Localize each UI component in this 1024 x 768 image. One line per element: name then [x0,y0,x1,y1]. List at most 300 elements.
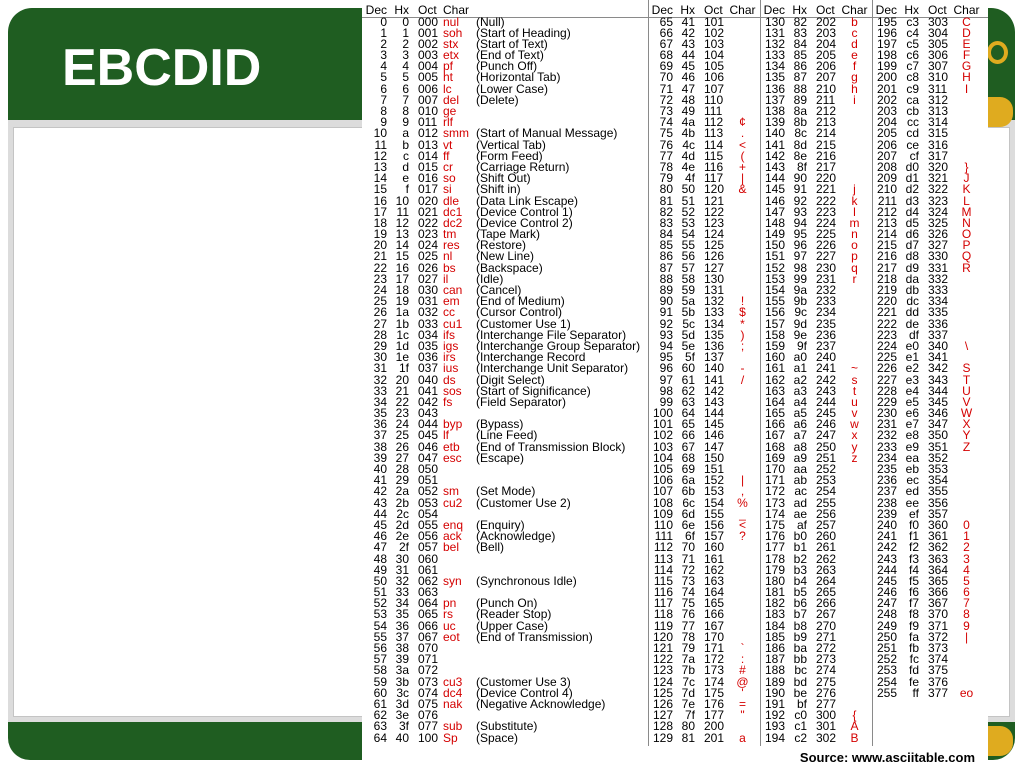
cell-hx: f8 [908,607,919,622]
cell-dec: 46 [373,529,387,544]
cell-dec: 251 [876,641,897,655]
cell-oct: 365 [928,573,949,588]
cell-dec: 111 [654,529,673,544]
cell-oct: 057 [418,540,439,555]
cell-hx: 1f [398,361,409,376]
cell-char: w [850,417,859,432]
cell-dec: 197 [876,36,897,51]
cell-hx: 31 [395,562,409,577]
cell-oct: 206 [816,59,837,74]
cell-char: ge [443,104,457,118]
cell-hx: a6 [793,417,807,432]
cell-oct: 231 [816,271,837,286]
cell-char: H [962,70,971,85]
cell-dec: 177 [764,540,785,555]
cell-hx: e [402,171,409,186]
cell-hx: 9a [793,283,807,297]
cell-char: res [443,238,460,253]
cell-oct: 073 [418,674,439,689]
cell-char: & [738,182,747,197]
cell-hx: 2c [396,506,409,521]
cell-dec: 106 [652,473,673,488]
cell-hx: f1 [908,529,919,544]
cell-hx: 92 [793,193,807,208]
cell-char: E [962,36,971,51]
cell-dec: 68 [659,48,673,63]
cell-dec: 172 [764,484,785,499]
cell-dec: 163 [764,383,785,398]
cell-hx: fb [908,641,919,655]
cell-dec: 128 [652,719,673,734]
cell-dec: 7 [380,92,387,107]
cell-char: , [740,484,745,499]
cell-hx: 7d [681,685,695,700]
cell-hx: c2 [794,730,807,745]
cell-dec: 137 [764,92,785,107]
cell-oct: 170 [704,629,725,644]
cell-description: (Device Control 1) [476,204,573,219]
cell-hx: bd [793,674,807,689]
cell-hx: ee [905,495,919,510]
cell-hx: e1 [905,350,919,365]
cell-char: smm [443,126,469,141]
cell-dec: 121 [652,641,673,655]
cell-dec: 252 [876,652,897,667]
cell-hx: 32 [395,573,409,588]
cell-dec: 53 [373,607,387,622]
cell-char: Sp [443,730,458,745]
cell-hx: f6 [908,585,919,600]
cell-dec: 24 [373,283,387,297]
cell-oct: 106 [704,70,725,85]
cell-dec: 218 [876,271,897,286]
cell-oct: 356 [928,495,949,510]
cell-dec: 60 [373,685,387,700]
cell-hx: 7e [681,696,695,711]
cell-hx: 25 [395,428,409,443]
header-hx: Hx [680,3,695,17]
cell-dec: 191 [764,696,785,711]
cell-description: (Interchange File Separator) [476,327,627,342]
cell-hx: 87 [793,70,807,85]
cell-description: (Synchronous Idle) [476,573,577,588]
cell-oct: 277 [816,696,837,711]
cell-oct: 257 [816,517,837,532]
cell-char: ( [740,148,745,163]
cell-char: m [849,215,860,230]
cell-dec: 90 [659,294,673,309]
cell-oct: 063 [418,585,439,600]
cell-dec: 198 [876,48,897,63]
cell-hx: 74 [681,585,695,600]
cell-hx: 78 [681,629,695,644]
cell-oct: 010 [418,104,439,118]
cell-dec: 234 [876,450,897,465]
cell-hx: 65 [681,417,695,432]
cell-dec: 211 [877,193,897,208]
cell-oct: 141 [704,372,725,387]
cell-hx: a2 [793,372,807,387]
cell-dec: 175 [764,517,785,532]
cell-oct: 040 [418,372,439,387]
cell-oct: 327 [928,238,949,253]
cell-description: (End of Transmission) [476,629,593,644]
table-group [760,0,872,768]
cell-hx: 1a [395,305,409,320]
cell-oct: 053 [418,495,439,510]
cell-dec: 112 [653,540,673,555]
cell-description: (Shift Out) [476,171,531,186]
cell-hx: b [402,137,409,152]
cell-oct: 255 [816,495,837,510]
cell-oct: 176 [704,696,725,711]
cell-oct: 006 [418,81,439,96]
cell-dec: 131 [764,25,785,40]
cell-dec: 0 [380,14,387,29]
cell-oct: 244 [816,394,837,409]
cell-char: F [962,48,971,63]
cell-dec: 109 [652,506,673,521]
cell-dec: 83 [659,215,673,230]
cell-dec: 136 [764,81,785,96]
cell-hx: a [402,126,409,141]
cell-hx: 47 [681,81,695,96]
cell-description: (Digit Select) [476,372,545,387]
cell-hx: fa [908,629,919,644]
cell-char: J [963,171,970,186]
cell-hx: 95 [793,227,807,242]
cell-oct: 211 [816,92,836,107]
cell-oct: 265 [816,585,837,600]
cell-hx: a0 [793,350,807,365]
cell-oct: 246 [816,417,837,432]
cell-oct: 312 [928,92,949,107]
cell-dec: 216 [876,249,897,264]
cell-hx: 28 [395,462,409,476]
header-oct: Oct [928,3,947,17]
cell-oct: 234 [816,305,837,320]
cell-oct: 174 [704,674,725,689]
cell-char: 0 [963,517,970,532]
cell-hx: e0 [905,338,919,353]
cell-oct: 107 [704,81,725,96]
cell-dec: 135 [764,70,785,85]
table-group [872,0,988,768]
cell-char: c [851,25,858,40]
header-oct: Oct [418,3,437,17]
cell-hx: 91 [793,182,807,197]
cell-char: v [851,406,858,421]
cell-oct: 222 [816,193,837,208]
cell-dec: 95 [659,350,673,365]
cell-oct: 142 [704,383,725,398]
cell-hx: ab [793,473,807,488]
cell-dec: 221 [876,305,897,320]
cell-dec: 17 [373,204,387,219]
cell-hx: 51 [681,193,695,208]
cell-hx: 11 [396,204,409,219]
cell-hx: a8 [793,439,807,454]
cell-hx: a3 [793,383,807,398]
cell-description: (Lower Case) [476,81,549,96]
cell-hx: 8a [793,104,807,118]
cell-char: uc [443,618,456,633]
cell-description: (Enquiry) [476,517,525,532]
cell-oct: 237 [816,338,837,353]
cell-oct: 263 [816,562,837,577]
cell-oct: 270 [816,618,837,633]
cell-char: cu3 [443,674,463,689]
cell-dec: 124 [652,674,673,689]
cell-oct: 166 [704,607,725,622]
cell-oct: 165 [704,596,725,611]
cell-oct: 133 [704,305,725,320]
cell-char: l [853,204,856,219]
cell-dec: 96 [659,361,673,376]
cell-dec: 105 [652,462,673,476]
cell-dec: 185 [764,629,785,644]
cell-hx: ff [912,685,919,700]
cell-oct: 155 [704,506,725,521]
cell-char: 2 [963,540,970,555]
cell-oct: 032 [418,305,439,320]
cell-oct: 363 [928,551,949,566]
cell-oct: 136 [704,338,725,353]
cell-oct: 271 [816,629,837,644]
cell-dec: 250 [876,629,897,644]
cell-hx: cb [906,104,919,118]
cell-dec: 152 [764,260,785,275]
ebcdic-table [362,0,988,768]
cell-oct: 347 [928,417,949,432]
cell-dec: 153 [764,271,785,286]
table-row [648,730,760,745]
cell-description: (Null) [476,14,505,29]
cell-oct: 302 [816,730,837,745]
cell-oct: 135 [704,327,725,342]
cell-hx: 49 [681,104,695,118]
cell-dec: 235 [876,462,897,476]
cell-dec: 212 [876,204,897,219]
cell-description: (Punch Off) [476,59,538,74]
cell-hx: 46 [681,70,695,85]
cell-char: ? [739,529,746,544]
cell-oct: 235 [816,316,837,331]
cell-dec: 107 [652,484,673,499]
cell-dec: 98 [659,383,673,398]
cell-oct: 037 [418,361,439,376]
cell-dec: 143 [764,159,785,174]
cell-hx: 86 [793,59,807,74]
cell-char: dc1 [443,204,463,219]
cell-char: = [738,696,746,711]
cell-oct: 046 [418,439,439,454]
cell-hx: 40 [395,730,409,745]
cell-oct: 275 [816,674,837,689]
cell-oct: 301 [816,719,837,734]
cell-hx: e9 [905,439,919,454]
cell-oct: 172 [704,652,725,667]
cell-description: (Backspace) [476,260,543,275]
cell-oct: 022 [418,215,439,230]
cell-hx: 9 [402,115,409,130]
cell-char: + [738,159,746,174]
cell-dec: 18 [373,215,387,230]
cell-dec: 159 [764,338,785,353]
cell-oct: 207 [816,70,837,85]
cell-hx: de [905,316,919,331]
cell-char: h [851,81,858,96]
cell-dec: 116 [653,585,673,600]
cell-char: k [851,193,858,208]
cell-dec: 147 [764,204,785,219]
cell-char: cu2 [443,495,463,510]
cell-dec: 233 [876,439,897,454]
cell-hx: dd [905,305,919,320]
cell-hx: 5d [681,327,695,342]
cell-dec: 61 [373,696,387,711]
cell-hx: af [796,517,807,532]
cell-hx: cc [907,115,919,130]
cell-oct: 342 [928,361,949,376]
cell-hx: 8f [796,159,807,174]
cell-oct: 305 [928,36,949,51]
cell-char: lf [443,428,449,443]
cell-char: pf [443,59,454,74]
cell-hx: 19 [395,294,409,309]
cell-char: sm [443,484,459,499]
cell-oct: 103 [704,36,725,51]
cell-oct: 021 [418,204,439,219]
cell-oct: 316 [928,137,949,152]
cell-char: bs [443,260,456,275]
cell-oct: 247 [816,428,837,443]
cell-dec: 162 [764,372,785,387]
cell-dec: 164 [764,394,785,409]
cell-dec: 134 [764,59,785,74]
cell-description: (Field Separator) [476,394,567,409]
cell-dec: 184 [764,618,785,633]
cell-hx: 54 [681,227,695,242]
cell-hx: db [905,283,919,297]
cell-hx: 79 [681,641,695,655]
cell-dec: 145 [764,182,785,197]
cell-description: (End of Text) [476,48,544,63]
cell-dec: 47 [373,540,387,555]
cell-dec: 202 [876,92,897,107]
cell-oct: 360 [928,517,949,532]
cell-oct: 105 [704,59,725,74]
cell-hx: dc [906,294,919,309]
cell-dec: 213 [876,215,897,230]
cell-hx: c4 [906,25,919,40]
cell-hx: ca [906,92,919,107]
cell-dec: 77 [659,148,673,163]
cell-char: X [962,417,971,432]
cell-oct: 267 [816,607,837,622]
cell-description: (Delete) [476,92,519,107]
cell-hx: c [403,148,409,163]
cell-hx: 17 [395,271,409,286]
cell-dec: 208 [876,159,897,174]
cell-oct: 066 [418,618,439,633]
cell-dec: 229 [876,394,897,409]
cell-dec: 97 [659,372,673,387]
cell-hx: cf [909,148,919,163]
cell-oct: 220 [816,171,837,186]
cell-char: 5 [963,573,970,588]
cell-oct: 310 [928,70,949,85]
cell-oct: 303 [928,14,949,29]
cell-hx: 6f [684,529,695,544]
cell-hx: 66 [681,428,695,443]
cell-oct: 326 [928,227,949,242]
cell-oct: 272 [816,641,837,655]
cell-hx: bf [796,696,807,711]
cell-oct: 027 [418,271,439,286]
cell-dec: 4 [380,59,387,74]
cell-oct: 353 [928,462,949,476]
cell-hx: 97 [793,249,807,264]
cell-oct: 070 [418,641,439,655]
cell-oct: 147 [704,439,725,454]
cell-dec: 193 [764,719,785,734]
cell-dec: 113 [653,551,673,566]
cell-oct: 223 [816,204,837,219]
cell-oct: 012 [418,126,439,141]
cell-hx: d2 [905,182,919,197]
header-dec: Dec [651,3,673,17]
cell-dec: 123 [652,663,673,678]
cell-hx: d7 [905,238,919,253]
cell-description: (Upper Case) [476,618,549,633]
cell-hx: fc [909,652,919,667]
cell-char: | [740,473,745,488]
cell-char: etx [443,48,460,63]
cell-oct: 121 [704,193,725,208]
cell-description: (Shift in) [476,182,521,197]
cell-dec: 13 [373,159,387,174]
cell-char: x [851,428,858,443]
cell-oct: 031 [418,294,439,309]
cell-dec: 45 [373,517,387,532]
cell-oct: 002 [418,36,439,51]
cell-oct: 023 [418,227,439,242]
cell-char: 1 [963,529,970,544]
header-oct: Oct [704,3,723,17]
cell-description: (Form Feed) [476,148,543,163]
cell-dec: 49 [373,562,387,577]
cell-dec: 203 [876,104,897,118]
cell-dec: 155 [764,294,785,309]
cell-hx: e8 [905,428,919,443]
cell-dec: 174 [764,506,785,521]
cell-dec: 130 [764,14,785,29]
cell-dec: 28 [373,327,387,342]
cell-char: L [963,193,970,208]
cell-oct: 042 [418,394,439,409]
cell-hx: 37 [395,629,409,644]
cell-dec: 199 [876,59,897,74]
cell-hx: 16 [395,260,409,275]
cell-hx: 77 [681,618,695,633]
cell-oct: 261 [816,540,837,555]
cell-hx: 90 [793,171,807,186]
cell-dec: 222 [876,316,897,331]
cell-oct: 375 [928,663,949,678]
cell-description: (Customer Use 1) [476,316,571,331]
cell-dec: 35 [373,406,387,421]
